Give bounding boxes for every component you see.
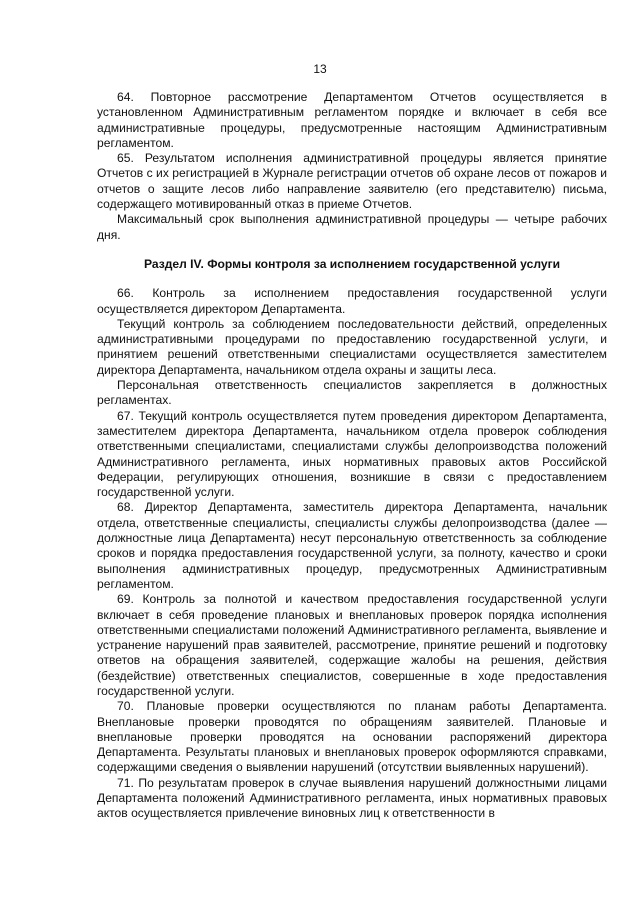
page-number: 13 xyxy=(313,62,327,76)
paragraph-69: 69. Контроль за полнотой и качеством предоставления государственной услуги включает в себя проведение плановых и внеплановых проверок порядка исполнения ответственными специалистами положений Административного регламента, выявление и устранение нарушений прав заявителей, рассмотрение, принятие решений и подготовку ответов на обращения заявителей, содержащие жалобы на решения, действия (бездействие) ответственных специалистов, совершенные в ходе предоставления государственной услуги. xyxy=(97,592,607,698)
paragraph-71: 71. По результатам проверок в случае выявления нарушений должностными лицами Департамента положений Административного регламента, иных нормативных правовых актов осуществляется привлечение виновных лиц к ответственности в xyxy=(97,775,607,821)
paragraph-personal-responsibility: Персональная ответственность специалистов закрепляется в должностных регламентах. xyxy=(97,378,607,408)
paragraph-66: 66. Контроль за исполнением предоставления государственной услуги осуществляется директором Департамента. xyxy=(97,286,607,316)
document-body xyxy=(97,90,607,822)
section-heading: Раздел IV. Формы контроля за исполнением государственной услуги xyxy=(143,256,561,271)
paragraph-64: 64. Повторное рассмотрение Департаментом Отчетов осуществляется в установленном Административным регламентом порядке и включает в себя все административные процедуры, предусмотренные настоящим Административным регламентом. xyxy=(97,90,607,150)
paragraph-70: 70. Плановые проверки осуществляются по планам работы Департамента. Внеплановые проверки проводятся по обращениям заявителей. Плановые и внеплановые проверки проводятся на основании распоряжений директора Департамента. Результаты плановых и внеплановых проверок оформляются справками, содержащими сведения о выявлении нарушений (отсутствии выявленных нарушений). xyxy=(97,699,607,775)
paragraph-67: 67. Текущий контроль осуществляется путем проведения директором Департамента, заместителем директора Департамента, начальником отдела проверок соблюдения ответственными специалистами, специалистами службы делопроизводства положений Административного регламента, иных нормативных правовых актов Российской Федерации, регулирующих отношения, возникшие в связи с предоставлением государственной услуги. xyxy=(97,408,607,500)
paragraph-68: 68. Директор Департамента, заместитель директора Департамента, начальник отдела, ответственные специалисты, специалисты службы делопроизводства (далее — должностные лица Департамента) несут персональную ответственность за соблюдение сроков и порядка предоставления государственной услуги, за полноту, качество и сроки выполнения административных процедур, предусмотренных Административным регламентом. xyxy=(97,500,607,591)
paragraph-current-control: Текущий контроль за соблюдением последовательности действий, определенных административными процедурами по предоставлению государственной услуги, и принятием решений ответственными специалистами осуществляется заместителем директора Департамента, начальником отдела охраны и защиты леса. xyxy=(97,316,607,377)
paragraph-max-term: Максимальный срок выполнения административной процедуры — четыре рабочих дня. xyxy=(97,212,607,242)
paragraph-65: 65. Результатом исполнения административной процедуры является принятие Отчетов с их регистрацией в Журнале регистрации отчетов об охране лесов от пожаров и отчетов о защите лесов либо направление заявителю (его представителю) письма, содержащего мотивированный отказ в приеме Отчетов. xyxy=(97,151,607,212)
